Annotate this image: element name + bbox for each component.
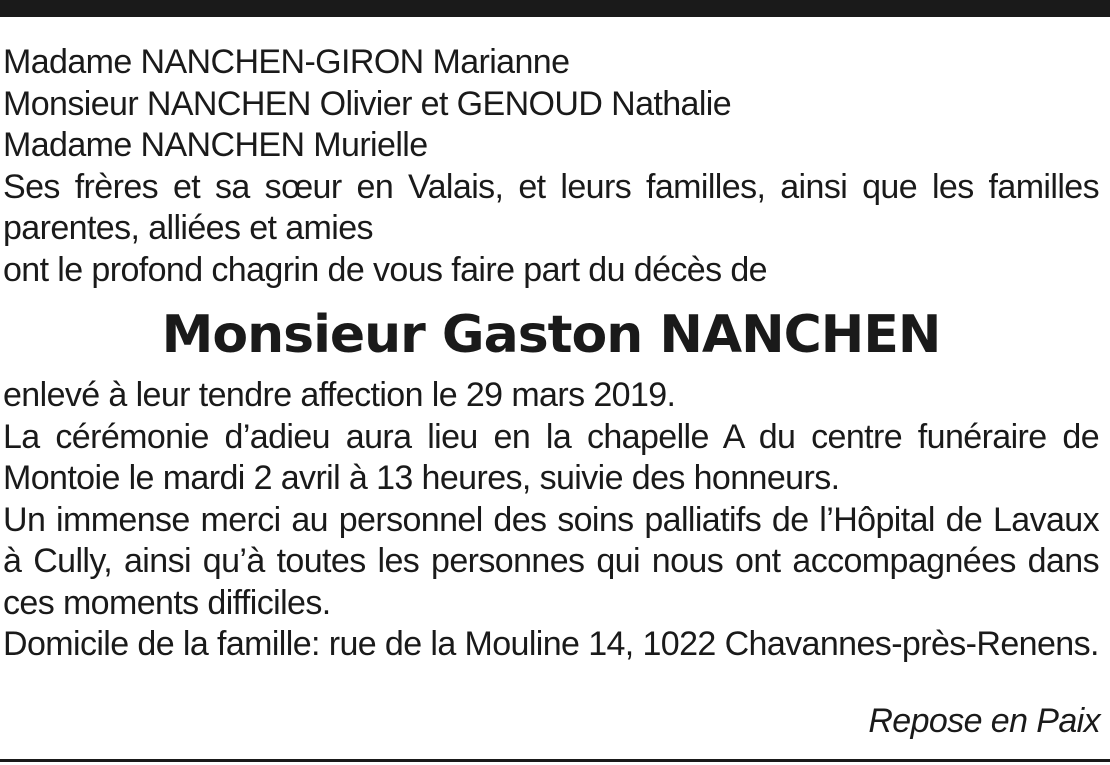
family-member-line: Monsieur NANCHEN Olivier et GENOUD Nathalie bbox=[3, 84, 732, 123]
family-member-line: Madame NANCHEN-GIRON Marianne bbox=[3, 43, 570, 81]
family-relatives-paragraph: Ses frères et sa sœur en Valais, et leurs familles, ainsi que les familles parentes, alliées et amies bbox=[3, 167, 1099, 247]
family-member-line: Madame NANCHEN Murielle bbox=[3, 126, 428, 164]
deceased-name-heading: Monsieur Gaston NANCHEN bbox=[161, 305, 941, 365]
obituary-notice bbox=[3, 42, 1099, 666]
bottom-border-rule bbox=[0, 759, 1110, 762]
top-border-rule bbox=[0, 0, 1110, 17]
thanks-paragraph: Un immense merci au personnel des soins palliatifs de l’Hôpital de Lavaux à Cully, ainsi qu’à toutes les personnes qui nous ont accompagnées dans ces moments difficiles. bbox=[3, 500, 1099, 622]
family-address-line: Domicile de la famille: rue de la Mouline 14, 1022 Chavannes-près-Renens. bbox=[3, 625, 1099, 663]
ceremony-paragraph: La cérémonie d’adieu aura lieu en la chapelle A du centre funéraire de Montoie le mardi 2 avril à 13 heures, suivie des honneurs. bbox=[3, 417, 1099, 497]
death-date-line: enlevé à leur tendre affection le 29 mars 2019. bbox=[3, 376, 676, 414]
announcement-line: ont le profond chagrin de vous faire part du décès de bbox=[3, 250, 767, 289]
closing-phrase: Repose en Paix bbox=[868, 702, 1100, 740]
